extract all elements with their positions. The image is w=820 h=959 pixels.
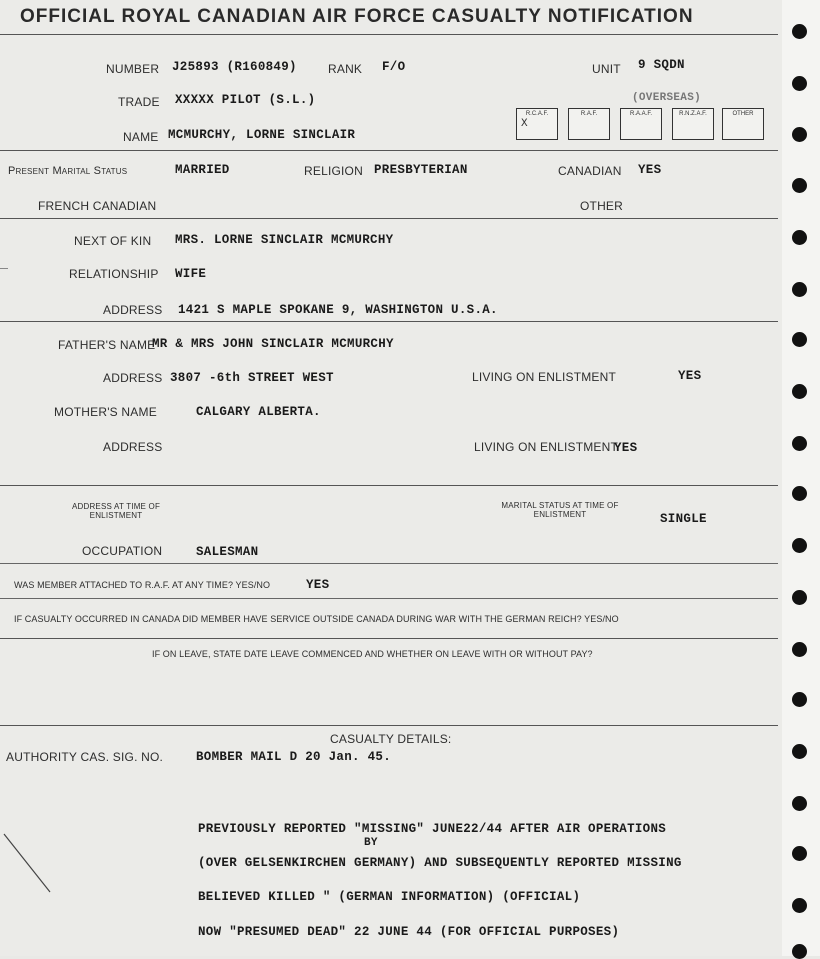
occupation-label: OCCUPATION: [82, 544, 163, 558]
raf-box: R.A.F.: [568, 108, 610, 140]
casualty-line-3: BELIEVED KILLED " (GERMAN INFORMATION) (OFFICIAL): [198, 890, 581, 904]
tractor-feed-margin: [782, 0, 820, 956]
feed-hole: [792, 178, 807, 193]
relationship-label: RELATIONSHIP: [69, 267, 159, 281]
marital-status-label: Present Marital Status: [8, 165, 128, 177]
number-value: J25893 (R160849): [172, 60, 297, 74]
rcaf-box: R.C.A.F. X: [516, 108, 558, 140]
other-label: OTHER: [580, 199, 623, 213]
divider: [0, 218, 778, 219]
occupation-value: SALESMAN: [196, 545, 259, 559]
number-label: NUMBER: [106, 62, 160, 76]
trade-label: TRADE: [118, 95, 160, 109]
trade-value: XXXXX PILOT (S.L.): [175, 93, 316, 107]
feed-hole: [792, 24, 807, 39]
living-on-enlistment-value: YES: [678, 369, 702, 383]
feed-hole: [792, 127, 807, 142]
mother-name-value: CALGARY ALBERTA.: [196, 405, 321, 419]
rank-label: RANK: [328, 62, 363, 76]
raaf-box: R.A.A.F.: [620, 108, 662, 140]
divider: [0, 725, 778, 726]
leave-question: IF ON LEAVE, STATE DATE LEAVE COMMENCED AND WHETHER ON LEAVE WITH OR WITHOUT PAY?: [152, 649, 593, 659]
rank-value: F/O: [382, 60, 406, 74]
feed-hole: [792, 332, 807, 347]
casualty-line-2: (OVER GELSENKIRCHEN GERMANY) AND SUBSEQUENTLY REPORTED MISSING: [198, 856, 682, 870]
french-canadian-label: FRENCH CANADIAN: [38, 199, 157, 213]
overseas-note: (OVERSEAS): [632, 92, 702, 104]
divider: [0, 321, 778, 322]
fold-mark: [0, 830, 60, 900]
authority-label: AUTHORITY CAS. SIG. NO.: [6, 750, 164, 764]
mother-address-label: ADDRESS: [103, 440, 163, 454]
divider: [0, 34, 778, 35]
raf-attached-answer: YES: [306, 578, 330, 592]
feed-hole: [792, 692, 807, 707]
canadian-label: CANADIAN: [558, 164, 622, 178]
casualty-line-4: NOW "PRESUMED DEAD" 22 JUNE 44 (FOR OFFICIAL PURPOSES): [198, 925, 620, 939]
feed-hole: [792, 76, 807, 91]
name-label: NAME: [123, 130, 159, 144]
canadian-value: YES: [638, 163, 662, 177]
relationship-value: WIFE: [175, 267, 207, 281]
unit-value: 9 SQDN: [638, 58, 685, 72]
divider: [0, 638, 778, 639]
feed-hole: [792, 436, 807, 451]
address-at-enlistment-label: ADDRESS AT TIME OF ENLISTMENT: [71, 502, 161, 520]
father-address-value: 3807 -6th STREET WEST: [170, 371, 334, 385]
feed-hole: [792, 898, 807, 913]
father-address-label: ADDRESS: [103, 371, 163, 385]
kin-address-value: 1421 S MAPLE SPOKANE 9, WASHINGTON U.S.A.: [178, 303, 498, 317]
divider: [0, 598, 778, 599]
father-name-label: FATHER'S NAME: [58, 338, 156, 352]
feed-hole: [792, 744, 807, 759]
marital-at-enlistment-value: SINGLE: [660, 512, 707, 526]
unit-label: UNIT: [592, 62, 621, 76]
service-outside-question: IF CASUALTY OCCURRED IN CANADA DID MEMBER HAVE SERVICE OUTSIDE CANADA DURING WAR WITH THE GERMAN REICH? YES/NO: [14, 614, 619, 624]
insert-mark: BY: [364, 837, 378, 849]
feed-hole: [792, 944, 807, 959]
next-of-kin-label: NEXT OF KIN: [74, 234, 152, 248]
feed-hole: [792, 796, 807, 811]
kin-address-label: ADDRESS: [103, 303, 163, 317]
mother-name-label: MOTHER'S NAME: [54, 405, 157, 419]
divider: [0, 150, 778, 151]
margin-tick: [0, 268, 8, 269]
next-of-kin-value: MRS. LORNE SINCLAIR MCMURCHY: [175, 233, 394, 247]
father-name-value: MR & MRS JOHN SINCLAIR MCMURCHY: [152, 337, 394, 351]
authority-value: BOMBER MAIL D 20 Jan. 45.: [196, 750, 392, 764]
name-value: MCMURCHY, LORNE SINCLAIR: [168, 128, 356, 142]
religion-value: PRESBYTERIAN: [374, 163, 468, 177]
feed-hole: [792, 486, 807, 501]
other-box: OTHER: [722, 108, 764, 140]
feed-hole: [792, 846, 807, 861]
casualty-details-heading: CASUALTY DETAILS:: [330, 732, 452, 746]
feed-hole: [792, 230, 807, 245]
feed-hole: [792, 384, 807, 399]
living-on-enlistment-label: LIVING ON ENLISTMENT: [472, 370, 617, 384]
living-on-enlistment-2-value: YES: [614, 441, 638, 455]
religion-label: RELIGION: [304, 164, 363, 178]
casualty-line-1: PREVIOUSLY REPORTED "MISSING" JUNE22/44 AFTER AIR OPERATIONS: [198, 822, 667, 836]
divider: [0, 485, 778, 486]
feed-hole: [792, 642, 807, 657]
raf-attached-question: WAS MEMBER ATTACHED TO R.A.F. AT ANY TIME? YES/NO: [14, 580, 271, 590]
marital-at-enlistment-label: MARITAL STATUS AT TIME OF ENLISTMENT: [501, 501, 619, 519]
marital-status-value: MARRIED: [175, 163, 230, 177]
feed-hole: [792, 538, 807, 553]
feed-hole: [792, 282, 807, 297]
form-title: OFFICIAL ROYAL CANADIAN AIR FORCE CASUALTY NOTIFICATION: [20, 6, 694, 27]
divider: [0, 563, 778, 564]
rnzaf-box: R.N.Z.A.F.: [672, 108, 714, 140]
feed-hole: [792, 590, 807, 605]
living-on-enlistment-2-label: LIVING ON ENLISTMENT: [474, 440, 619, 454]
